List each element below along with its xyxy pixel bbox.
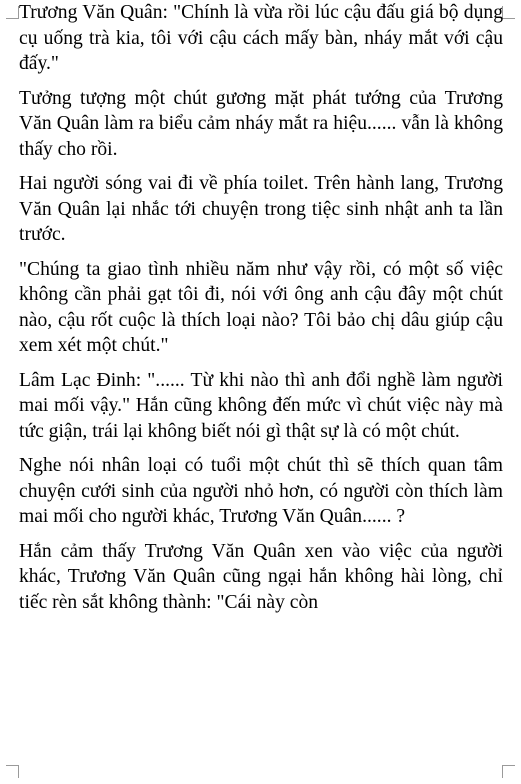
page-corner-mark-bottom-left	[6, 765, 19, 778]
paragraph: Trương Văn Quân: "Chính là vừa rồi lúc cậu đấu giá bộ dụng cụ uống trà kia, tôi với cậu cách mấy bàn, nháy mắt với cậu đấy."	[19, 2, 503, 74]
document-body	[19, 0, 503, 624]
paragraph: Nghe nói nhân loại có tuổi một chút thì sẽ thích quan tâm chuyện cưới sinh của người nhỏ hơn, có người còn thích làm mai mối cho người khác, Trương Văn Quân...... ?	[19, 455, 503, 527]
page-corner-mark-top-right	[502, 6, 515, 19]
paragraph: "Chúng ta giao tình nhiều năm như vậy rồi, có một số việc không cần phải gạt tôi đi, nói với ông anh cậu đây một chút nào, cậu rốt cuộc là thích loại nào? Tôi bảo chị dâu giúp cậu xem xét một chút."	[19, 258, 503, 356]
paragraph: Lâm Lạc Đinh: "...... Từ khi nào thì anh đổi nghề làm người mai mối vậy." Hắn cũng không đến mức vì chút việc này mà tức giận, trái lại không biết nói gì thật sự là có một chút.	[19, 369, 503, 442]
paragraph: Tưởng tượng một chút gương mặt phát tướng của Trương Văn Quân làm ra biểu cảm nháy mắt ra hiệu...... vẫn là không thấy cho rồi.	[19, 87, 503, 160]
page-corner-mark-top-left	[6, 6, 19, 19]
paragraph: Hai người sóng vai đi về phía toilet. Trên hành lang, Trương Văn Quân lại nhắc tới chuyện trong tiệc sinh nhật anh ta lần trước.	[19, 173, 503, 245]
paragraph: Hắn cảm thấy Trương Văn Quân xen vào việc của người khác, Trương Văn Quân cũng ngại hắn không hài lòng, chỉ tiếc rèn sắt không thành: "Cái này còn	[19, 540, 503, 613]
page-corner-mark-bottom-right	[502, 765, 515, 778]
